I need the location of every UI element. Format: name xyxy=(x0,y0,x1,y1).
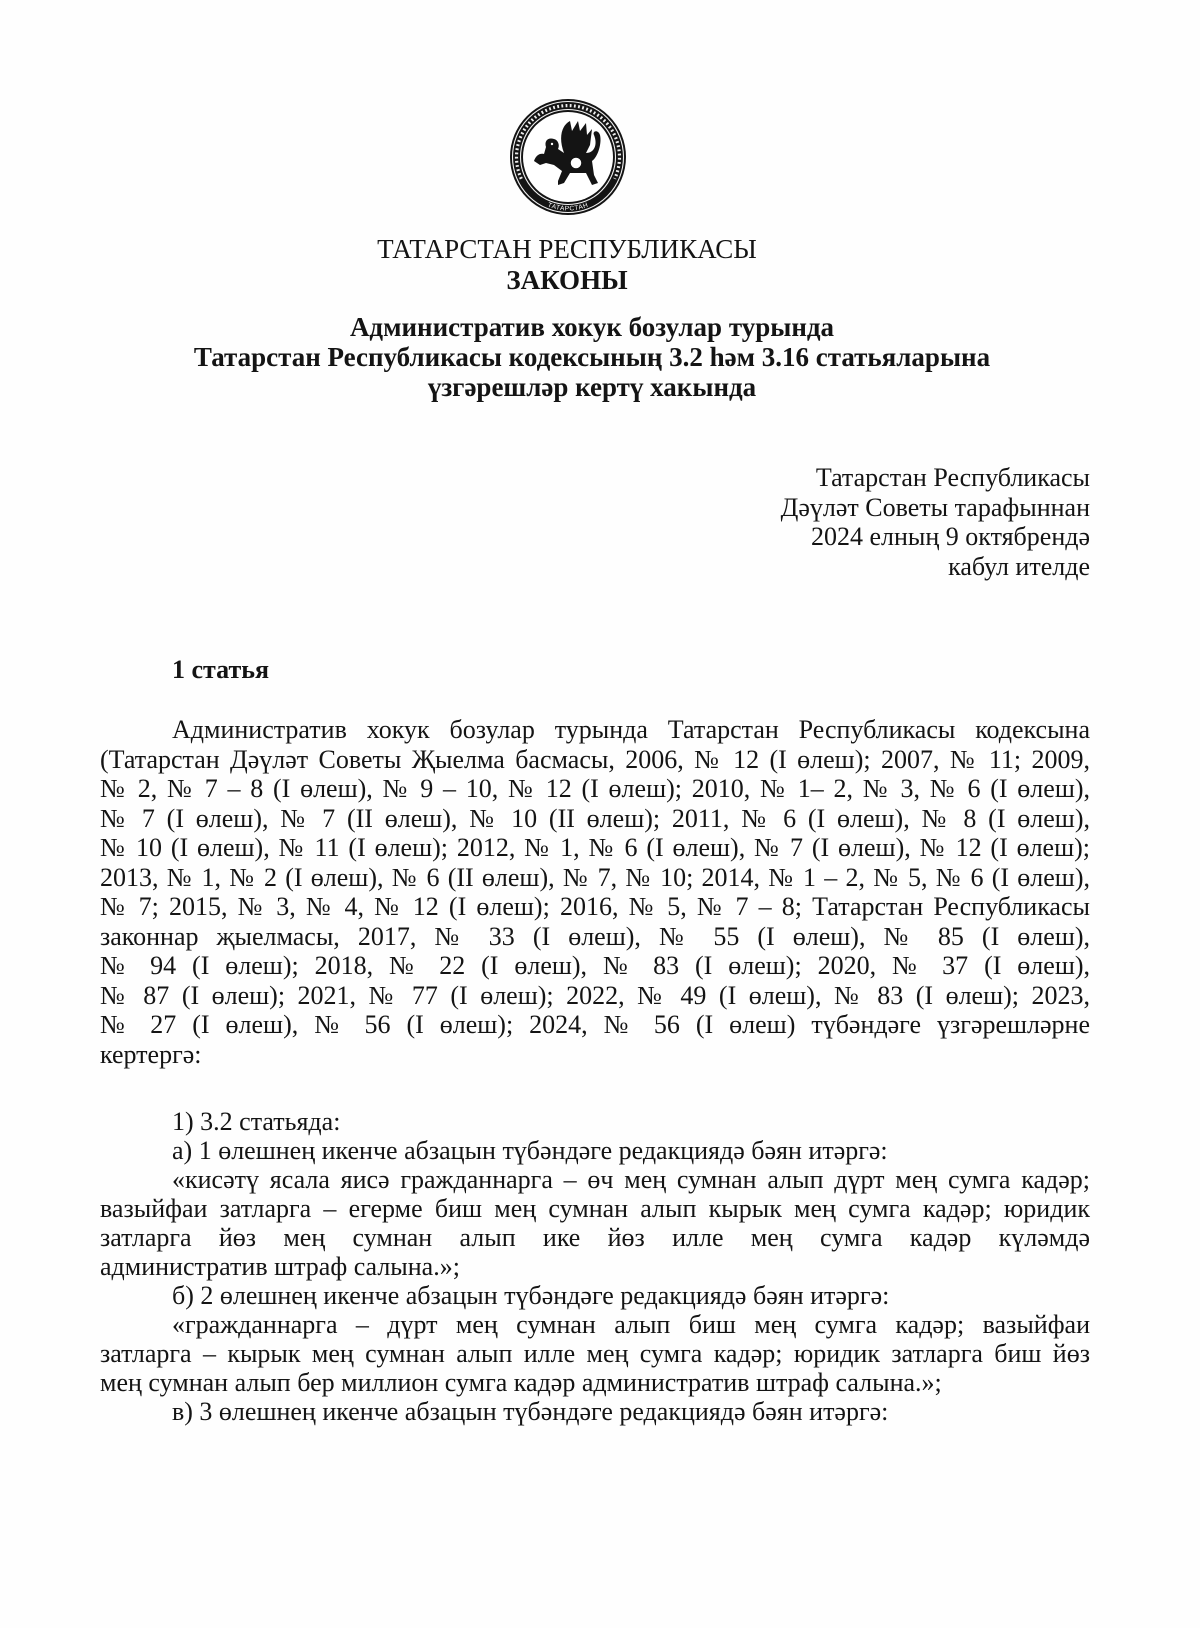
title-line: Татарстан Республикасы кодексының 3.2 һәм 3.16 статьяларына xyxy=(193,342,991,372)
paragraph-line: № 94 (I өлеш); 2018, № 22 (I өлеш), № 83 (I өлеш); 2020, № 37 (I өлеш), xyxy=(100,951,1090,981)
quote-line: вазыйфаи затларга – егерме биш мең сумнан алып кырык мең сумга кадәр; юридик xyxy=(100,1194,1090,1223)
paragraph-line: (Татарстан Дәүләт Советы Җыелма басмасы, 2006, № 12 (I өлеш); 2007, № 11; 2009, xyxy=(100,744,1090,774)
quote-line: «гражданнарга – дүрт мең сумнан алып биш мең сумга кадәр; вазыйфаи xyxy=(172,1310,1090,1339)
paragraph-line: Административ хокук бозулар турында Татарстан Республикасы кодексына xyxy=(172,715,1090,744)
document-type: ЗАКОНЫ xyxy=(506,265,628,295)
quote-line: административ штраф салына.»; xyxy=(100,1252,460,1281)
article-intro-paragraph xyxy=(100,715,1090,1070)
title-line: Административ хокук бозулар турында xyxy=(349,312,835,342)
coat-of-arms-icon xyxy=(508,97,628,217)
subitem-a-instruction: а) 1 өлешнең икенче абзацын түбәндәге редакциядә бәян итәргә: xyxy=(172,1136,888,1165)
paragraph-line: № 27 (I өлеш), № 56 (I өлеш); 2024, № 56 (I өлеш) түбәндәге үзгәрешләрне xyxy=(100,1010,1090,1040)
item-label: 1) 3.2 статьяда: xyxy=(172,1107,341,1136)
adoption-date: 2024 елның 9 октябрендә xyxy=(810,522,1090,552)
republic-name: ТАТАРСТАН РЕСПУБЛИКАСЫ xyxy=(377,234,757,264)
paragraph-line: законнар җыелмасы, 2017, № 33 (I өлеш), № 55 (I өлеш), № 85 (I өлеш), xyxy=(100,921,1090,951)
quote-line: затларга йөз мең сумнан алып ике йөз илле мең сумга кадәр күләмдә xyxy=(100,1223,1090,1252)
quote-line: «кисәтү ясала яисә гражданнарга – өч мең сумнан алып дүрт мең сумга кадәр; xyxy=(172,1165,1090,1194)
paragraph-line: № 7 (I өлеш), № 7 (II өлеш), № 10 (II өлеш); 2011, № 6 (I өлеш), № 8 (I өлеш), xyxy=(100,803,1090,833)
paragraph-line: кертергә: xyxy=(100,1040,202,1070)
quote-line: мең сумнан алып бер миллион сумга кадәр административ штраф салына.»; xyxy=(100,1368,942,1397)
paragraph-line: № 2, № 7 – 8 (I өлеш), № 9 – 10, № 12 (I өлеш); 2010, № 1– 2, № 3, № 6 (I өлеш), xyxy=(100,774,1090,804)
adoption-line: кабул ителде xyxy=(948,552,1090,582)
paragraph-line: 2013, № 1, № 2 (I өлеш), № 6 (II өлеш), № 7, № 10; 2014, № 1 – 2, № 5, № 6 (I өлеш), xyxy=(100,862,1090,892)
adoption-line: Татарстан Республикасы xyxy=(815,463,1090,492)
title-line: үзгәрешләр кертү хакында xyxy=(427,372,757,402)
article-items xyxy=(100,1107,1090,1426)
emblem-lettering-path: ТАТАРСТАН xyxy=(546,201,590,213)
article-heading: 1 статья xyxy=(172,655,270,684)
adoption-line: Дәүләт Советы тарафыннан xyxy=(780,492,1090,522)
quote-line: затларга – кырык мең сумнан алып илле мең сумга кадәр; юридик затларга биш йөз xyxy=(100,1339,1090,1368)
law-header xyxy=(337,234,797,296)
adoption-note xyxy=(590,463,1090,582)
subitem-b-instruction: б) 2 өлешнең икенче абзацын түбәндәге редакциядә бәян итәргә: xyxy=(172,1281,890,1310)
paragraph-line: № 87 (I өлеш); 2021, № 77 (I өлеш); 2022, № 49 (I өлеш), № 83 (I өлеш); 2023, xyxy=(100,980,1090,1010)
paragraph-line: № 10 (I өлеш), № 11 (I өлеш); 2012, № 1, № 6 (I өлеш), № 7 (I өлеш), № 12 (I өлеш); xyxy=(100,833,1090,863)
law-title xyxy=(142,312,1042,402)
paragraph-line: № 7; 2015, № 3, № 4, № 12 (I өлеш); 2016, № 5, № 7 – 8; Татарстан Республикасы xyxy=(100,892,1090,922)
subitem-v-instruction: в) 3 өлешнең икенче абзацын түбәндәге редакциядә бәян итәргә: xyxy=(172,1397,889,1426)
